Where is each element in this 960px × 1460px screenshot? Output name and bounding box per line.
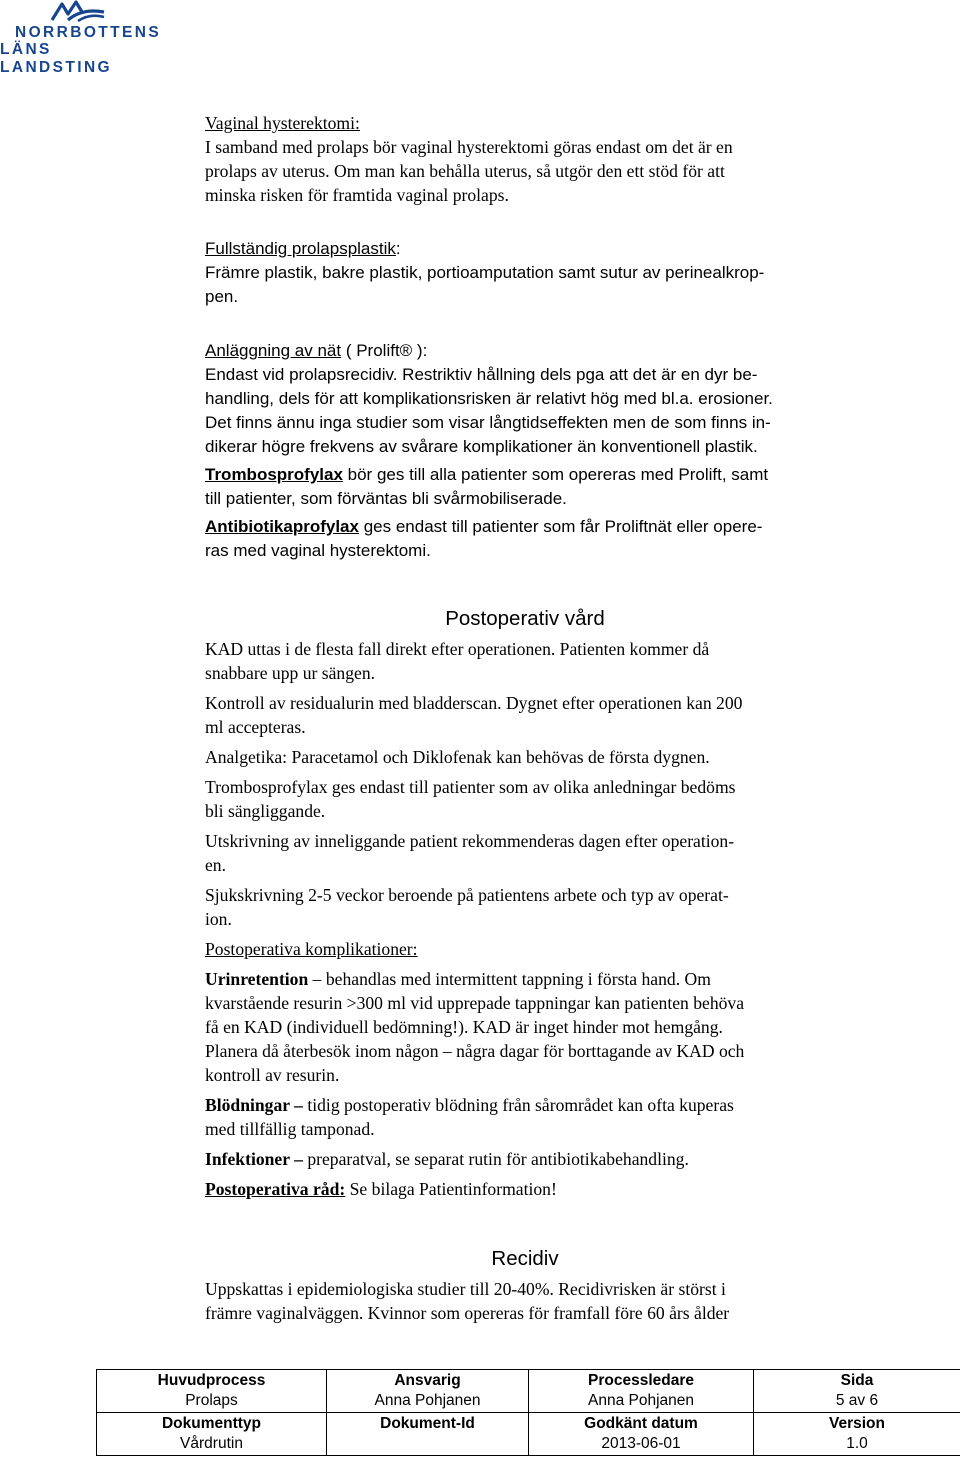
footer-cell-dokumenttyp <box>97 1413 327 1456</box>
text-line: KAD uttas i de flesta fall direkt efter operationen. Patienten kommer då <box>205 639 710 659</box>
text-line: Endast vid prolapsrecidiv. Restriktiv hållning dels pga att det är en dyr be- <box>205 365 758 384</box>
text-line: en. <box>205 855 227 875</box>
section-postoperativa-komplikationer <box>205 937 845 1201</box>
text-line: med tillfällig tamponad. <box>205 1119 375 1139</box>
text-line: dikerar högre frekvens av svårare komplikationer än konventionell plastik. <box>205 437 758 456</box>
text-line: Trombosprofylax ges endast till patienter som av olika anledningar bedöms <box>205 777 736 797</box>
footer-label: Sida <box>840 1372 874 1389</box>
text-line: Se bilaga Patientinformation! <box>345 1179 557 1199</box>
footer-label: Processledare <box>588 1372 694 1389</box>
text-line: snabbare upp ur sängen. <box>205 663 376 683</box>
section-title: Anläggning av nät <box>205 341 342 360</box>
text-line: handling, dels för att komplikationsrisken är relativt hög med bl.a. erosioner. <box>205 389 773 408</box>
section-heading: Recidiv <box>491 1247 559 1270</box>
section-title: Postoperativa komplikationer: <box>205 939 418 959</box>
footer-cell-processledare <box>529 1370 754 1413</box>
text-line: ras med vaginal hysterektomi. <box>205 541 431 560</box>
text-line: Sjukskrivning 2-5 veckor beroende på patientens arbete och typ av operat- <box>205 885 729 905</box>
section-title-rest: ( Prolift® ): <box>341 341 428 360</box>
footer-value: 5 av 6 <box>835 1392 879 1409</box>
footer-label: Godkänt datum <box>584 1415 698 1432</box>
section-postoperativ-vard <box>205 607 845 931</box>
footer-label: Huvudprocess <box>157 1372 266 1389</box>
term-blodningar: Blödningar – <box>205 1095 303 1115</box>
footer-value: Vårdrutin <box>180 1435 243 1452</box>
section-title: Vaginal hysterektomi: <box>205 113 360 133</box>
text-line: kontroll av resurin. <box>205 1065 340 1085</box>
section-title: Fullständig prolapsplastik <box>205 239 396 258</box>
footer-cell-version <box>754 1413 960 1456</box>
text-line: Planera då återbesök inom någon – några dagar för borttagande av KAD och <box>205 1041 745 1061</box>
footer-value: Prolaps <box>185 1392 238 1409</box>
footer-cell-sida <box>754 1370 960 1413</box>
footer-value: 1.0 <box>846 1435 868 1452</box>
term-trombosprofylax: Trombosprofylax <box>205 465 343 484</box>
footer-cell-huvudprocess <box>97 1370 327 1413</box>
section-fullstandig-prolapsplastik <box>205 237 845 309</box>
text-line: Det finns ännu inga studier som visar långtidseffekten men de som finns in- <box>205 413 771 432</box>
section-heading: Postoperativ vård <box>445 607 605 630</box>
text-line: till patienter, som förväntas bli svårmobiliserade. <box>205 489 567 508</box>
section-anlaggning-av-nat <box>205 339 845 563</box>
document-body <box>205 111 845 1325</box>
text-line: Främre plastik, bakre plastik, portioamputation samt sutur av perinealkrop- <box>205 263 765 282</box>
text-line: bli sängliggande. <box>205 801 326 821</box>
text-line: ml accepteras. <box>205 717 306 737</box>
text-line: tidig postoperativ blödning från sårområdet kan ofta kuperas <box>302 1095 734 1115</box>
document-footer-table <box>96 1369 960 1456</box>
text-line: Uppskattas i epidemiologiska studier till 20-40%. Recidivrisken är störst i <box>205 1279 726 1299</box>
text-line: Utskrivning av inneliggande patient rekommenderas dagen efter operation- <box>205 831 735 851</box>
footer-label: Version <box>829 1415 885 1432</box>
text-line: Kontroll av residualurin med bladderscan. Dygnet efter operationen kan 200 <box>205 693 743 713</box>
text-line: prolaps av uterus. Om man kan behålla uterus, så utgör den ett stöd för att <box>205 161 725 181</box>
footer-label: Dokument-Id <box>380 1415 475 1432</box>
footer-value: Anna Pohjanen <box>374 1392 481 1409</box>
text-line: ion. <box>205 909 232 929</box>
term-antibiotikaprofylax: Antibiotikaprofylax <box>205 517 359 536</box>
text-line: I samband med prolaps bör vaginal hysterektomi göras endast om det är en <box>205 137 733 157</box>
text-line: bör ges till alla patienter som opereras med Prolift, samt <box>342 465 769 484</box>
logo-text-line2: LÄNS LANDSTING <box>0 41 113 76</box>
footer-label: Ansvarig <box>394 1372 461 1389</box>
term-infektioner: Infektioner – <box>205 1149 303 1169</box>
section-title-colon: : <box>395 239 401 258</box>
text-line: Analgetika: Paracetamol och Diklofenak kan behövas de första dygnen. <box>205 747 710 767</box>
text-line: ges endast till patienter som får Proliftnät eller opere- <box>358 517 763 536</box>
term-urinretention: Urinretention <box>205 969 309 989</box>
footer-label: Dokumenttyp <box>161 1415 262 1432</box>
footer-cell-ansvarig <box>327 1370 529 1413</box>
text-line: få en KAD (individuell bedömning!). KAD är inget hinder mot hemgång. <box>205 1017 723 1037</box>
term-postoperativa-rad: Postoperativa råd: <box>205 1179 346 1199</box>
footer-value <box>329 1434 526 1454</box>
footer-cell-dokument-id <box>327 1413 529 1456</box>
section-recidiv <box>205 1247 845 1325</box>
footer-cell-godkant-datum <box>529 1413 754 1456</box>
logo-text-line1: NORRBOTTENS <box>15 24 162 41</box>
text-line: främre vaginalväggen. Kvinnor som opereras för framfall före 60 års ålder <box>205 1303 730 1323</box>
organization-logo <box>0 0 170 76</box>
text-line: preparatval, se separat rutin för antibiotikabehandling. <box>302 1149 689 1169</box>
logo-wave-icon <box>38 0 108 22</box>
section-vaginal-hysterektomi <box>205 111 845 207</box>
footer-value: 2013-06-01 <box>601 1435 681 1452</box>
text-line: pen. <box>205 287 239 306</box>
text-line: minska risken för framtida vaginal prolaps. <box>205 185 509 205</box>
text-line: kvarstående resurin >300 ml vid upprepade tappningar kan patienten behöva <box>205 993 745 1013</box>
text-line: – behandlas med intermittent tappning i första hand. Om <box>308 969 711 989</box>
footer-value: Anna Pohjanen <box>587 1392 694 1409</box>
